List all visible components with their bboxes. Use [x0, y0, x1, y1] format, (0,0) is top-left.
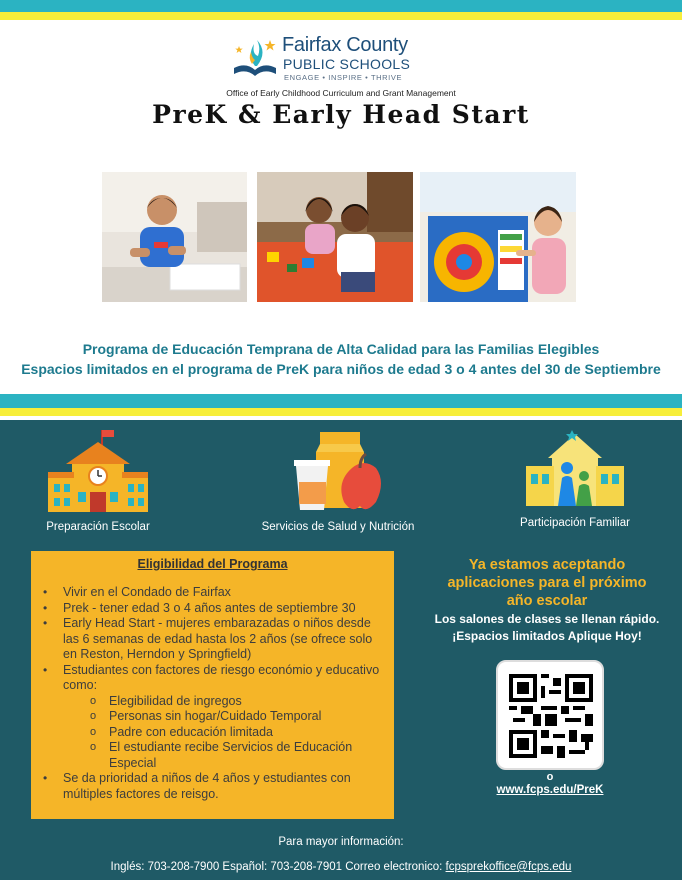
headline-program: Programa de Educación Temprana de Alta Calidad para las Familias Elegibles [82, 341, 600, 357]
prek-website-link[interactable]: www.fcps.edu/PreK [496, 784, 604, 796]
callout-note2: ¡Espacios limitados Aplique Hoy! [452, 629, 642, 643]
list-item-text: Estudiantes con factores de riesgo económio y educativo como: [63, 662, 380, 692]
qr-code-icon [509, 674, 593, 758]
photo-kids-blocks [257, 172, 413, 302]
list-item: • Vivir en el Condado de Fairfax [41, 585, 384, 601]
qr-or-text: o [546, 771, 554, 783]
fcps-logo [230, 32, 450, 82]
sub-list-item: o Padre con educación limitada [63, 725, 384, 741]
more-info-label: Para mayor información: [278, 836, 404, 848]
sub-list-item: o Personas sin hogar/Cuidado Temporal [63, 709, 384, 725]
apply-callout [412, 556, 682, 644]
photo-girl-weather-board [420, 172, 576, 302]
service-health-nutrition [250, 430, 426, 533]
email-link[interactable]: fcpsprekoffice@fcps.edu [445, 861, 572, 873]
service-family-participation [500, 428, 650, 529]
eligibility-title: Eligibilidad del Programa [137, 557, 288, 571]
contact-phones: Inglés: 703-208-7900 Español: 703-208-7901 Correo electronico: [110, 861, 446, 873]
book-flame-icon [230, 34, 280, 80]
logo-name-line1: Fairfax County [282, 34, 408, 56]
callout-line2: aplicaciones para el próximo [447, 575, 647, 591]
office-name: Office of Early Childhood Curriculum and Grant Management [226, 88, 456, 98]
family-school-icon [522, 428, 628, 510]
callout-note1: Los salones de clases se llenan rápido. [434, 612, 660, 626]
risk-factor-list [63, 694, 384, 772]
page-title: PreK & Early Head Start [152, 100, 530, 129]
service-label: Preparación Escolar [46, 521, 150, 533]
photo-strip [102, 172, 576, 302]
callout-line1: Ya estamos aceptando [468, 557, 626, 573]
qr-code[interactable] [496, 660, 604, 770]
list-item [41, 663, 384, 772]
sub-list-item: o Elegibilidad de ingregos [63, 694, 384, 710]
top-color-band [0, 0, 682, 24]
service-school-readiness [28, 428, 168, 533]
photo-boy-playing [102, 172, 247, 302]
eligibility-box [31, 551, 394, 819]
headline-limited-spots: Espacios limitados en el programa de PreK para niños de edad 3 o 4 antes del 30 de Septiembre [21, 361, 661, 377]
eligibility-list [41, 585, 384, 802]
milk-apple-icon [290, 430, 386, 514]
list-item: • Se da prioridad a niños de 4 años y estudiantes con múltiples factores de reisgo. [41, 771, 384, 802]
list-item: • Early Head Start - mujeres embarazadas o niños desde las 6 semanas de edad hasta los 2 años (se ofrece solo en Reston, Herndon y Springfield) [41, 616, 384, 663]
contact-line [0, 861, 682, 873]
callout-line3: año escolar [506, 593, 588, 609]
logo-name-line2: PUBLIC SCHOOLS [283, 56, 411, 72]
logo-tagline: ENGAGE • INSPIRE • THRIVE [284, 73, 403, 82]
middle-color-band [0, 394, 682, 420]
service-label: Servicios de Salud y Nutrición [261, 521, 415, 533]
school-building-icon [44, 428, 152, 514]
list-item: • Prek - tener edad 3 o 4 años antes de septiembre 30 [41, 601, 384, 617]
sub-list-item: o El estudiante recibe Servicios de Educación Especial [63, 740, 384, 771]
header [0, 26, 682, 131]
service-label: Participación Familiar [520, 517, 630, 529]
